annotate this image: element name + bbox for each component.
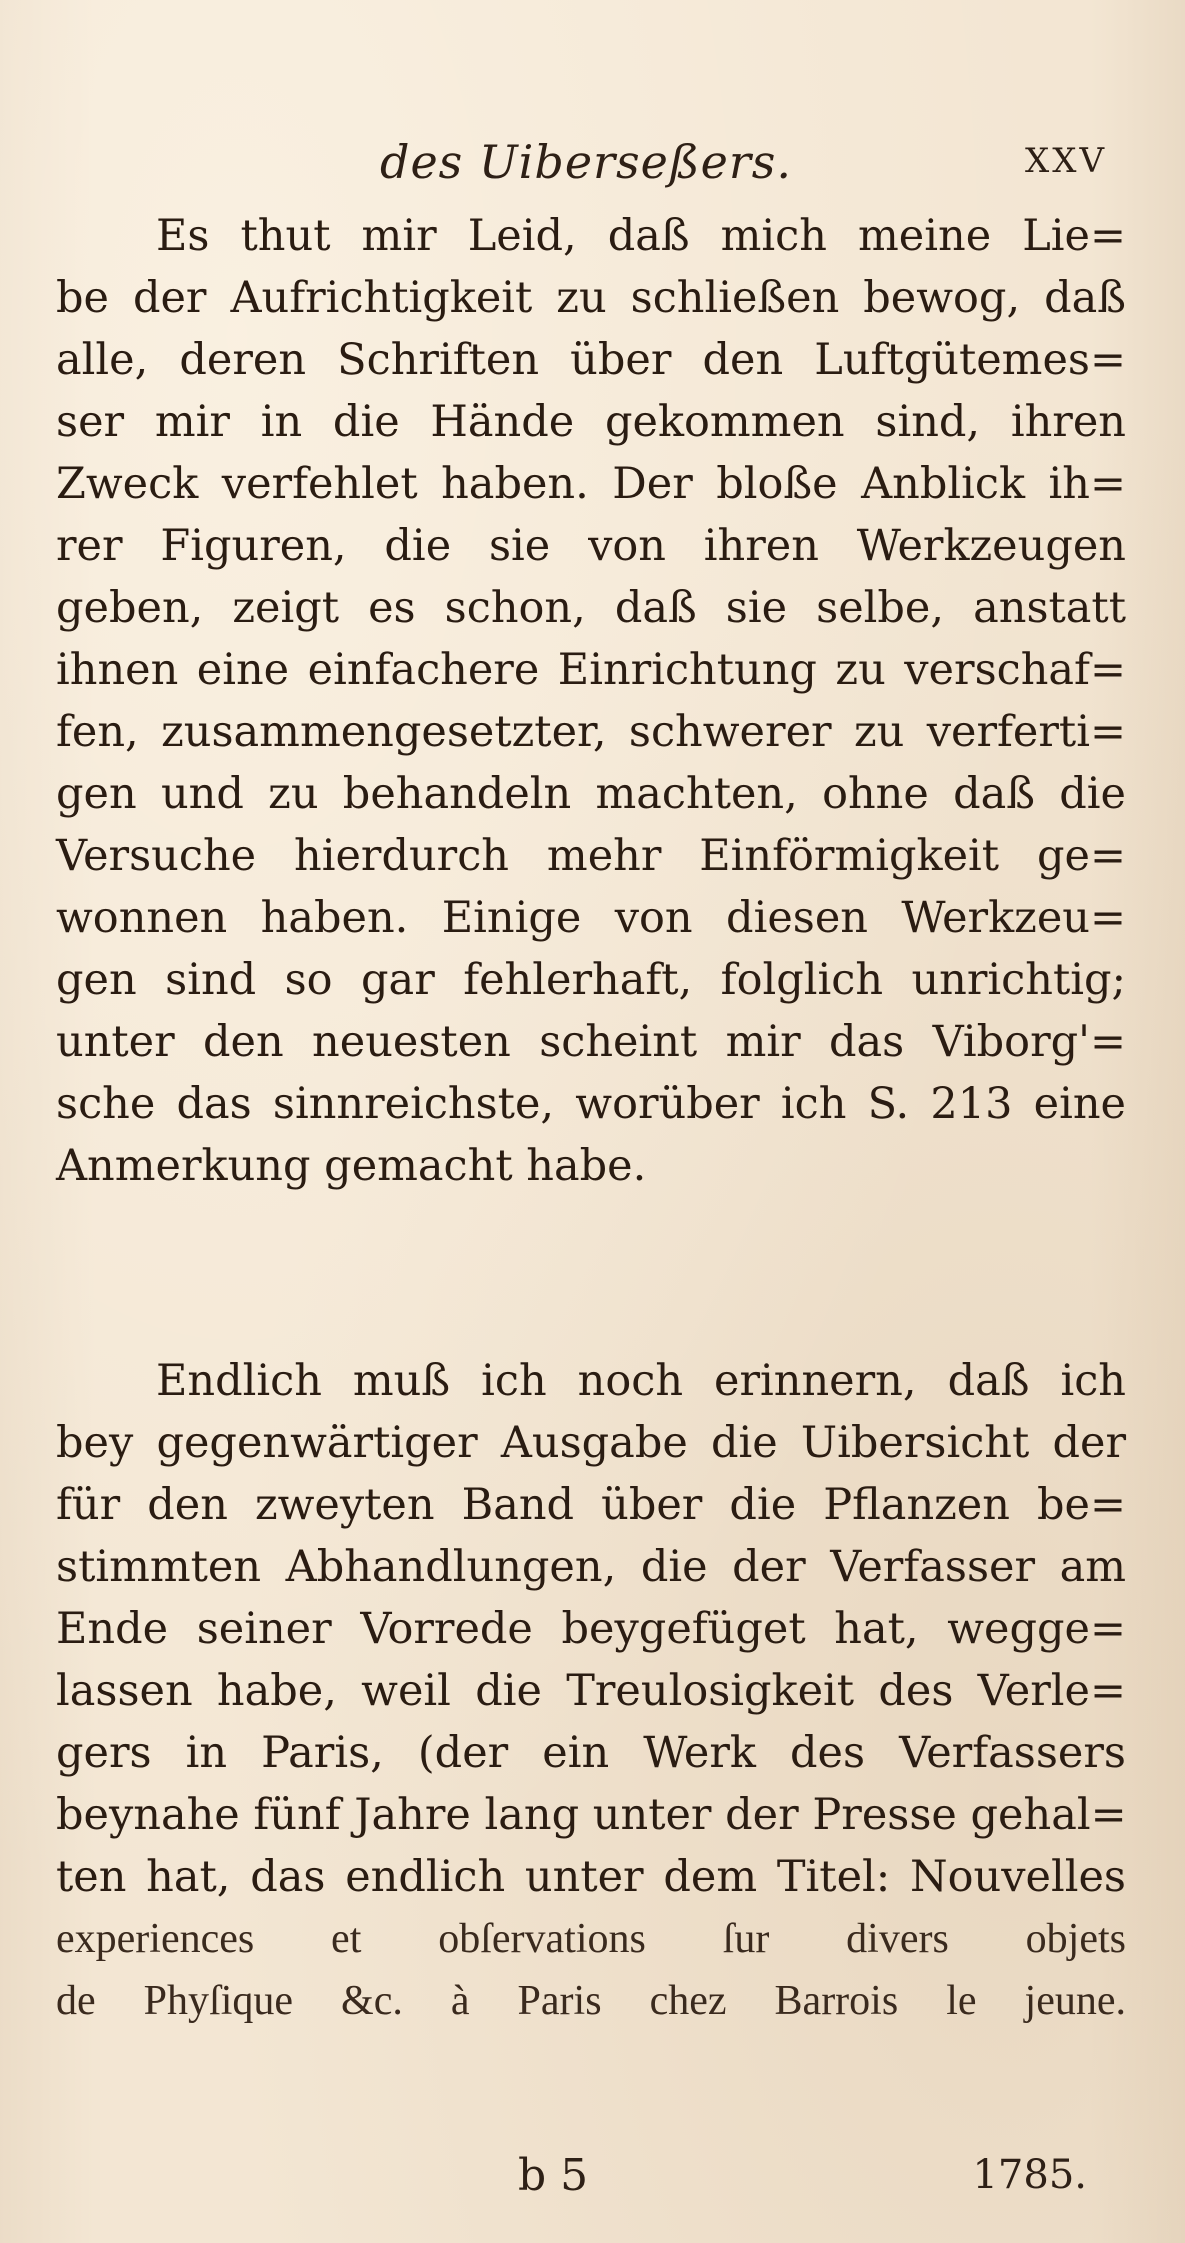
text-line: bey gegenwärtiger Ausgabe die Uibersicht der: [56, 1418, 1126, 1468]
text-line-antiqua: experiences et obſervations ſur divers objets: [56, 1916, 1126, 1962]
paragraph-1: [56, 205, 1126, 1197]
text-line: Es thut mir Leid, daß mich meine Lie=: [156, 211, 1126, 261]
text-line: rer Figuren, die sie von ihren Werkzeugen: [56, 521, 1126, 571]
text-line: ser mir in die Hände gekommen sind, ihren: [56, 397, 1126, 447]
text-line: fen, zusammengesetzter, schwerer zu verferti=: [56, 707, 1126, 757]
text-line: gen sind so gar fehlerhaft, folglich unrichtig;: [56, 955, 1126, 1005]
text-line: Versuche hierdurch mehr Einförmigkeit ge=: [56, 831, 1126, 881]
page-footer: [0, 2150, 1185, 2210]
text-line: geben, zeigt es schon, daß sie selbe, anstatt: [56, 583, 1126, 633]
paragraph-2: [56, 1350, 1126, 2032]
text-line: be der Aufrichtigkeit zu schließen bewog, daß: [56, 273, 1126, 323]
running-head: [0, 135, 1185, 195]
text-line: ten hat, das endlich unter dem Titel: Nouvelles: [56, 1852, 1126, 1902]
text-line: unter den neuesten scheint mir das Viborg'=: [56, 1017, 1126, 1067]
text-line: für den zweyten Band über die Pflanzen be=: [56, 1480, 1126, 1530]
text-line-antiqua: de Phyſique &c. à Paris chez Barrois le jeune.: [56, 1978, 1126, 2024]
signature-mark: b 5: [518, 2150, 589, 2201]
text-line: Anmerkung gemacht habe.: [56, 1141, 647, 1191]
text-line: beynahe fünf Jahre lang unter der Presse gehal=: [56, 1790, 1127, 1840]
text-line: wonnen haben. Einige von diesen Werkzeu=: [56, 893, 1126, 943]
text-line: gers in Paris, (der ein Werk des Verfassers: [56, 1728, 1126, 1778]
text-line: alle, deren Schriften über den Luftgütemes=: [56, 335, 1126, 385]
text-line: Endlich muß ich noch erinnern, daß ich: [156, 1356, 1126, 1406]
text-line: Ende seiner Vorrede beygefüget hat, wegge=: [56, 1604, 1126, 1654]
text-line: gen und zu behandeln machten, ohne daß die: [56, 769, 1126, 819]
text-line: Zweck verfehlet haben. Der bloße Anblick ih=: [56, 459, 1126, 509]
page-number: XXV: [1025, 141, 1107, 181]
text-line: lassen habe, weil die Treulosigkeit des Verle=: [56, 1666, 1126, 1716]
text-line: ihnen eine einfachere Einrichtung zu verschaf=: [56, 645, 1126, 695]
text-line: sche das sinnreichste, worüber ich S. 213 eine: [56, 1079, 1126, 1129]
running-title: des Uiberseßers.: [380, 135, 793, 189]
text-line: stimmten Abhandlungen, die der Verfasser am: [56, 1542, 1126, 1592]
catchword: 1785.: [972, 2152, 1087, 2198]
